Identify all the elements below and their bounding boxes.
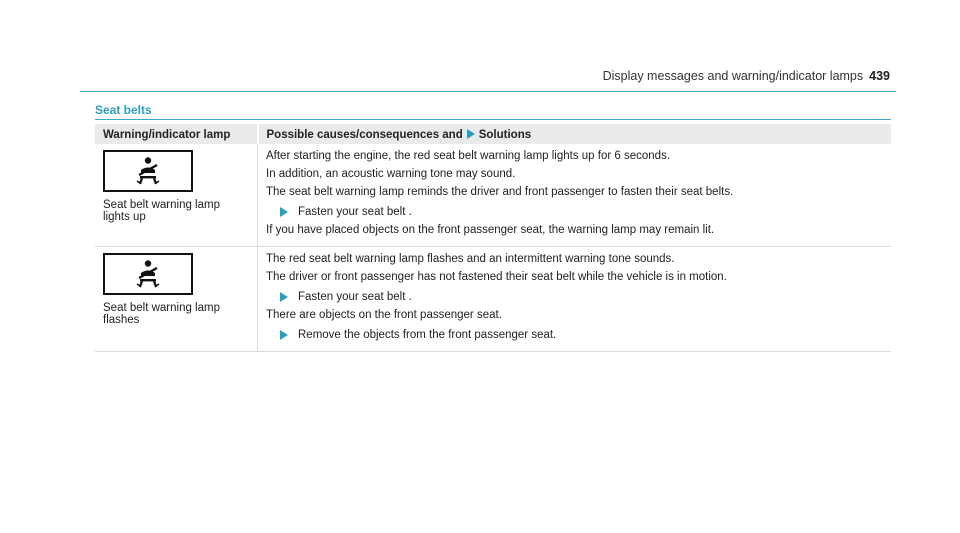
table-row — [95, 247, 891, 352]
cause-line: The red seat belt warning lamp flashes and an intermittent warning tone sounds. — [266, 253, 675, 265]
section-rule — [95, 119, 891, 120]
causes-cell — [258, 144, 892, 247]
causes-cell — [258, 247, 892, 352]
lamp-label: Seat belt warning lamp lights up — [103, 199, 220, 223]
page-number: 439 — [869, 69, 890, 83]
seat-belt-icon — [103, 253, 193, 295]
cause-line: The seat belt warning lamp reminds the driver and front passenger to fasten their seat belts. — [266, 186, 734, 198]
running-header — [603, 69, 890, 83]
column-header-lamp — [95, 124, 258, 144]
arrow-right-icon — [280, 292, 288, 302]
cause-line: If you have placed objects on the front passenger seat, the warning lamp may remain lit. — [266, 224, 715, 236]
table-row — [95, 144, 891, 247]
lamp-cell — [95, 247, 258, 352]
seat-belt-icon — [103, 150, 193, 192]
column-header-lamp-label: Warning/indicator lamp — [103, 128, 231, 141]
warning-table — [95, 124, 891, 352]
arrow-right-icon — [280, 207, 288, 217]
solution-step — [280, 328, 885, 342]
solution-text: Fasten your seat belt . — [298, 206, 412, 218]
column-header-solutions-label: Solutions — [478, 128, 532, 141]
table-header-row — [95, 124, 891, 144]
header-rule — [80, 91, 896, 92]
solution-text: Fasten your seat belt . — [298, 291, 412, 303]
arrow-right-icon — [467, 129, 475, 139]
lamp-label: Seat belt warning lamp flashes — [103, 302, 220, 326]
lamp-cell — [95, 144, 258, 247]
arrow-right-icon — [280, 330, 288, 340]
cause-line: The driver or front passenger has not fastened their seat belt while the vehicle is in motion. — [266, 271, 727, 283]
cause-line: After starting the engine, the red seat belt warning lamp lights up for 6 seconds. — [266, 150, 671, 162]
cause-line: There are objects on the front passenger seat. — [266, 309, 502, 321]
column-header-causes — [258, 124, 892, 144]
header-title: Display messages and warning/indicator lamps — [602, 69, 864, 83]
solution-step — [280, 290, 885, 304]
cause-line: In addition, an acoustic warning tone may sound. — [266, 168, 516, 180]
solution-text: Remove the objects from the front passenger seat. — [298, 329, 557, 341]
section-title: Seat belts — [95, 103, 152, 117]
column-header-causes-label: Possible causes/consequences and — [266, 128, 463, 141]
solution-step — [280, 205, 885, 219]
